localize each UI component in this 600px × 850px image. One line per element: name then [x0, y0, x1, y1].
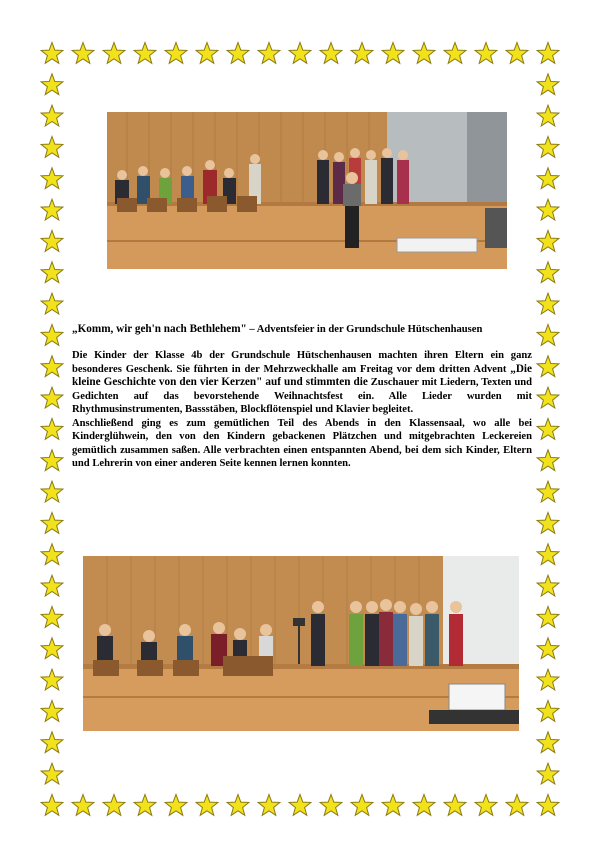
gold-star-icon — [413, 43, 435, 64]
article-paragraph-1 — [72, 349, 532, 417]
gold-star-icon — [165, 43, 187, 64]
event-photo-bottom — [83, 556, 519, 731]
gold-star-icon — [41, 43, 63, 64]
gold-star-icon — [537, 419, 559, 440]
gold-star-icon — [41, 325, 63, 346]
gold-star-icon — [537, 293, 559, 314]
event-photo-top — [107, 112, 507, 269]
gold-star-icon — [537, 763, 559, 784]
article-headline — [72, 323, 532, 336]
paragraph-1-play-title: „Die kleine Geschichte von den vier Kerzen" auf und stimmten die — [72, 362, 532, 388]
gold-star-icon — [537, 575, 559, 596]
gold-star-icon — [41, 262, 63, 283]
gold-star-icon — [227, 795, 249, 816]
gold-star-icon — [537, 74, 559, 95]
gold-star-icon — [41, 481, 63, 502]
gold-star-icon — [103, 795, 125, 816]
gold-star-icon — [444, 43, 466, 64]
gold-star-icon — [537, 105, 559, 126]
gold-star-icon — [537, 795, 559, 816]
gold-star-icon — [227, 43, 249, 64]
gold-star-icon — [382, 795, 404, 816]
gold-star-icon — [537, 356, 559, 377]
gold-star-icon — [134, 795, 156, 816]
gold-star-icon — [413, 795, 435, 816]
gold-star-icon — [196, 795, 218, 816]
gold-star-icon — [41, 513, 63, 534]
gold-star-icon — [537, 199, 559, 220]
paragraph-1-part-c: Zuschauer mit Liedern, Texten und Gedichten auf das bevorstehende Weihnachtsfest ein. Alle Lieder wurden mit Rhythmusinstrumenten, Bassstäben, Blockflötenspiel und Klavier begleitet. — [72, 377, 533, 415]
gold-star-icon — [506, 43, 528, 64]
gold-star-icon — [41, 105, 63, 126]
gold-star-icon — [41, 387, 63, 408]
gold-star-icon — [72, 795, 94, 816]
gold-star-icon — [382, 43, 404, 64]
gold-star-icon — [537, 544, 559, 565]
gold-star-icon — [475, 795, 497, 816]
gold-star-icon — [475, 43, 497, 64]
gold-star-icon — [537, 262, 559, 283]
gold-star-icon — [196, 43, 218, 64]
gold-star-icon — [41, 575, 63, 596]
article-paragraph-2: Anschließend ging es zum gemütlichen Teil des Abends in den Klassensaal, wo alle bei Kinderglühwein, den von den Kindern gebackenen Plätzchen und mitgebrachten Leckereien gemütlich zusammen saßen. Alle verbrachten einen entspannten Abend, bei dem sich Kinder, Eltern und Lehrerin von einer anderen Seite kennen lernen konnten. — [72, 417, 532, 469]
gold-star-icon — [351, 43, 373, 64]
gold-star-icon — [41, 137, 63, 158]
gold-star-icon — [258, 795, 280, 816]
gold-star-icon — [351, 795, 373, 816]
gold-star-icon — [537, 43, 559, 64]
gold-star-icon — [320, 795, 342, 816]
gold-star-icon — [537, 513, 559, 534]
gold-star-icon — [537, 325, 559, 346]
gold-star-icon — [289, 795, 311, 816]
gold-star-icon — [103, 43, 125, 64]
gold-star-icon — [289, 43, 311, 64]
article — [72, 323, 532, 471]
gold-star-icon — [258, 43, 280, 64]
gold-star-icon — [41, 701, 63, 722]
gold-star-icon — [537, 701, 559, 722]
gold-star-icon — [537, 231, 559, 252]
paragraph-1-part-a: Die Kinder der Klasse 4b der Grundschule Hütschenhausen machten ihren Eltern ein ganz besonderes Geschenk. Sie führten in der Mehrzweckhalle am Freitag vor dem dritten Advent — [72, 350, 532, 375]
gold-star-icon — [165, 795, 187, 816]
gold-star-icon — [41, 732, 63, 753]
gold-star-icon — [41, 231, 63, 252]
gold-star-icon — [41, 450, 63, 471]
gold-star-icon — [41, 168, 63, 189]
headline-rest: – Adventsfeier in der Grundschule Hütschenhausen — [246, 324, 483, 335]
gold-star-icon — [41, 763, 63, 784]
gold-star-icon — [41, 293, 63, 314]
gold-star-icon — [41, 795, 63, 816]
gold-star-icon — [41, 74, 63, 95]
headline-quote: „Komm, wir geh'n nach Bethlehem" — [72, 323, 247, 335]
gold-star-icon — [444, 795, 466, 816]
gold-star-icon — [537, 732, 559, 753]
gold-star-icon — [72, 43, 94, 64]
gold-star-icon — [537, 387, 559, 408]
gold-star-icon — [41, 607, 63, 628]
gold-star-icon — [41, 544, 63, 565]
gold-star-icon — [320, 43, 342, 64]
gold-star-icon — [537, 481, 559, 502]
gold-star-icon — [41, 419, 63, 440]
gold-star-icon — [41, 199, 63, 220]
gold-star-icon — [41, 356, 63, 377]
gold-star-icon — [537, 669, 559, 690]
gold-star-icon — [506, 795, 528, 816]
gold-star-icon — [537, 168, 559, 189]
gold-star-icon — [537, 137, 559, 158]
gold-star-icon — [537, 607, 559, 628]
gold-star-icon — [134, 43, 156, 64]
gold-star-icon — [537, 450, 559, 471]
gold-star-icon — [41, 669, 63, 690]
gold-star-icon — [41, 638, 63, 659]
gold-star-icon — [537, 638, 559, 659]
